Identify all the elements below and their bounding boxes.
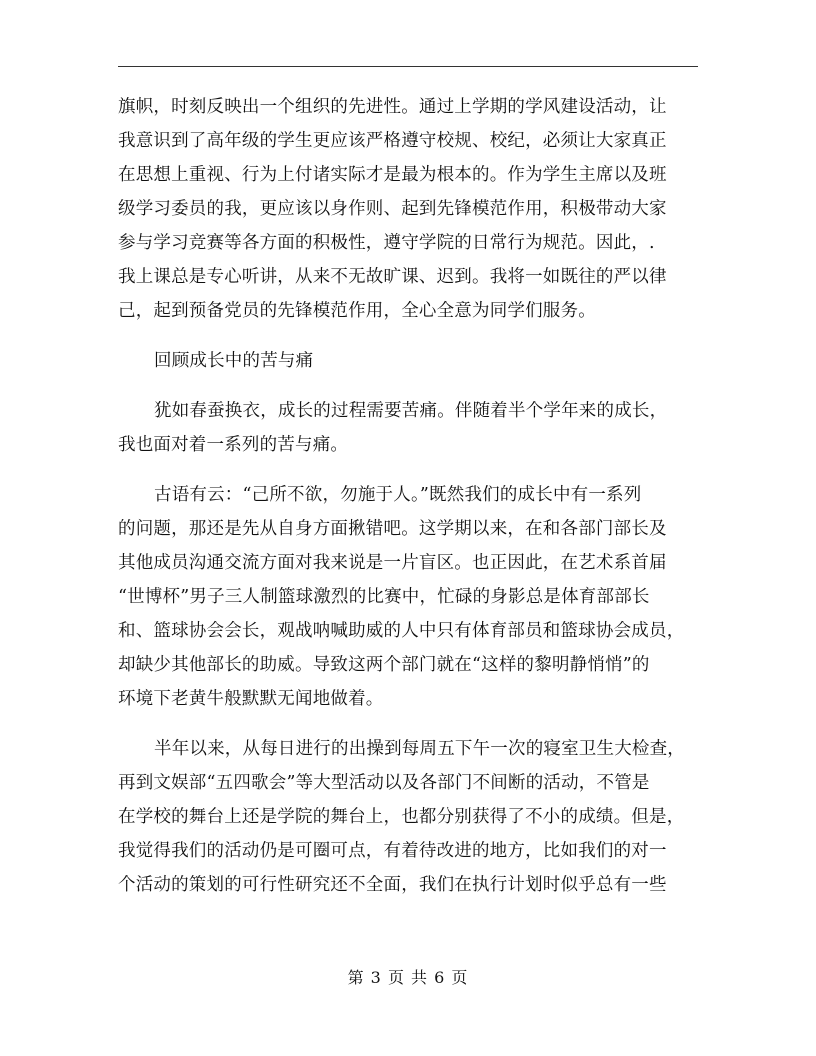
text-line: 级学习委员的我，更应该以身作则、起到先锋模范作用，积极带动大家: [118, 199, 667, 219]
text-line: 在思想上重视、行为上付诸实际才是最为根本的。作为学生主席以及班: [118, 165, 667, 185]
text-line: “世博杯”男子三人制篮球激烈的比赛中，忙碌的身影总是体育部部长: [118, 587, 650, 607]
text-line: 和、篮球协会会长，观战呐喊助威的人中只有体育部员和篮球协会成员，: [118, 621, 685, 641]
text-line: 其他成员沟通交流方面对我来说是一片盲区。也正因此，在艺术系首届: [118, 553, 667, 573]
text-line: 个活动的策划的可行性研究还不全面，我们在执行计划时似乎总有一些: [118, 875, 667, 895]
header-rule: [118, 66, 698, 67]
text-line: 的问题，那还是先从自身方面揪错吧。这学期以来，在和各部门部长及: [118, 519, 667, 539]
text-line: 却缺少其他部长的助威。导致这两个部门就在“这样的黎明静悄悄”的: [118, 655, 650, 675]
text-line: 半年以来，从每日进行的出操到每周五下午一次的寝室卫生大检查，: [154, 739, 685, 759]
text-line: 犹如春蚕换衣，成长的过程需要苦痛。伴随着半个学年来的成长，: [154, 401, 668, 421]
text-line: 再到文娱部“五四歌会”等大型活动以及各部门不间断的活动，不管是: [118, 773, 650, 793]
text-line: 己，起到预备党员的先锋模范作用，全心全意为同学们服务。: [118, 301, 596, 321]
section-heading: 回顾成长中的苦与痛: [154, 351, 314, 371]
text-line: 环境下老黄牛般默默无闻地做着。: [118, 689, 384, 709]
text-line: 我意识到了高年级的学生更应该严格遵守校规、校纪，必须让大家真正: [118, 131, 667, 151]
text-line: 我觉得我们的活动仍是可圈可点，有着待改进的地方，比如我们的对一: [118, 841, 667, 861]
text-line: 旗帜，时刻反映出一个组织的先进性。通过上学期的学风建设活动，让: [118, 97, 667, 117]
text-line: 在学校的舞台上还是学院的舞台上，也都分别获得了不小的成绩。但是，: [118, 807, 685, 827]
document-body: [118, 90, 700, 902]
text-line: 参与学习竞赛等各方面的积极性，遵守学院的日常行为规范。因此，.: [118, 233, 655, 253]
text-line: 我上课总是专心听讲，从来不无故旷课、迟到。我将一如既往的严以律: [118, 267, 667, 287]
text-line: 古语有云：“己所不欲，勿施于人。”既然我们的成长中有一系列: [154, 485, 642, 505]
page-number: 第 3 页 共 6 页: [347, 968, 469, 987]
text-line: 我也面对着一系列的苦与痛。: [118, 435, 349, 455]
